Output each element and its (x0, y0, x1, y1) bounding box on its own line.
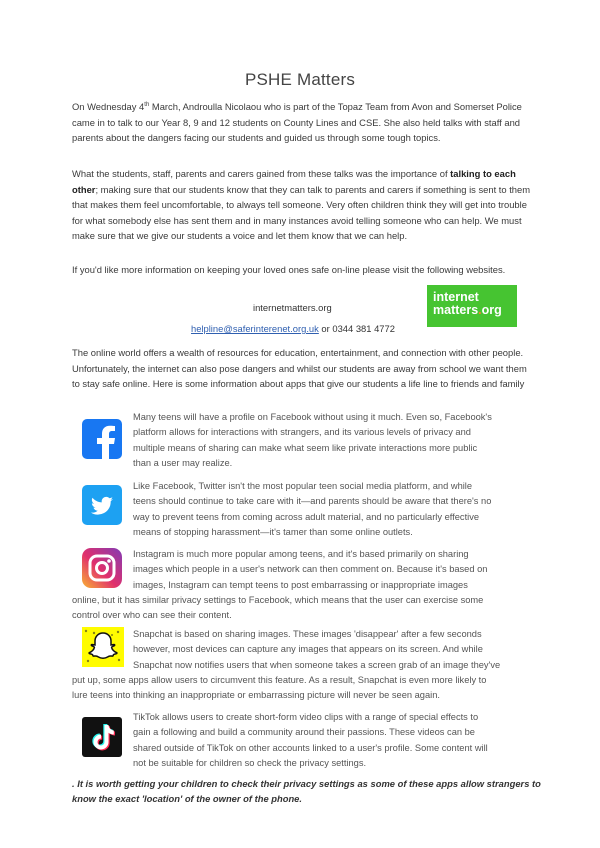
snapchat-description (133, 627, 500, 673)
logo-line1: internet (433, 290, 479, 304)
twitter-description (133, 479, 491, 540)
internet-matters-logo[interactable] (427, 285, 517, 327)
snapchat-line: however, most devices can capture any images that appears on its screen. And while (133, 644, 483, 655)
twitter-line: teens should continue to take care with it—and parents should be aware that there's no (133, 496, 492, 507)
snapchat-line: lure teens into thinking an inappropriate or embarrassing picture will never be seen again. (72, 690, 440, 701)
facebook-icon (82, 419, 122, 459)
snapchat-line: Snapchat is based on sharing images. These images 'disappear' after a few seconds (133, 629, 482, 639)
helpline-email-link[interactable]: helpline@saferinterenet.org.uk (191, 323, 319, 334)
facebook-line: multiple means of sharing can make what seem like private interactions more public (133, 442, 478, 453)
tiktok-icon (82, 717, 122, 757)
talks-paragraph (72, 166, 534, 244)
website-link[interactable]: internetmatters.org (253, 302, 332, 313)
tiktok-line: shared outside of TikTok on other accounts linked to a user's profile. Some content will (133, 742, 488, 753)
instagram-line: images, Instagram can tempt teens to post embarrassing or inappropriate images (133, 579, 468, 590)
talks-text-cont: ; making sure that our students know that they can talk to parents and carers if something is sent to them that makes them feel uncomfortable, to always tell someone. Very often children think they will get into trouble for what somebody else has sent them and in many instances avoid telling someone who can help. We must make sure that we give our students a voice and let them know that we can help. (72, 183, 531, 241)
twitter-line: means of stopping harassment—it's tamer than some online outlets. (133, 526, 413, 537)
instagram-description (133, 547, 487, 593)
snapchat-line: Snapchat now notifies users that when someone takes a screen grab of an image they've (133, 659, 501, 670)
facebook-line: Many teens will have a profile on Facebook without using it much. Even so, Facebook's (133, 412, 492, 422)
intro-sup: th (144, 102, 150, 108)
twitter-icon (82, 485, 122, 525)
snapchat-description-cont (72, 673, 486, 704)
logo-matters: matters (433, 303, 479, 317)
tiktok-line: gain a following and build a community around their passions. These videos can be (133, 727, 475, 738)
logo-line2 (433, 304, 517, 317)
twitter-line: way to prevent teens from coming across adult material, and no particularly effective (133, 511, 480, 522)
twitter-line: Like Facebook, Twitter isn't the most popular teen social media platform, and while (133, 481, 473, 491)
online-world-paragraph: The online world offers a wealth of resources for education, entertainment, and connection with other people. Unfortunately, the internet can also pose dangers and whilst our students are away from school we want them to stay safe online. Here is some information about apps that give our students a life line to friends and family (72, 347, 527, 389)
talks-bold: talking to each other (72, 168, 516, 195)
more-info-paragraph: If you'd like more information on keeping your loved ones safe on-line please visit the following websites. (72, 264, 506, 275)
facebook-line: platform allows for interactions with strangers, and its various levels of privacy and (133, 427, 471, 438)
instagram-icon (82, 548, 122, 588)
logo-org: org (481, 303, 502, 317)
logo-dot: . (478, 303, 482, 317)
tiktok-line: not be suitable for children so check the privacy settings. (133, 757, 367, 768)
helpline-phone: or 0344 381 4772 (318, 323, 395, 334)
snapchat-icon (82, 627, 124, 667)
intro-text: On Wednesday 4 (72, 101, 145, 113)
instagram-description-cont (72, 593, 483, 624)
tiktok-line: TikTok allows users to create short-form video clips with a range of special effects to (133, 712, 479, 722)
facebook-description (133, 410, 492, 471)
intro-paragraph (72, 98, 534, 146)
footer-note: . It is worth getting your children to check their privacy settings as some of these apps allow strangers to know the exact 'location' of the owner of the phone. (72, 778, 541, 804)
tiktok-description (133, 710, 488, 771)
snapchat-line: put up, some apps allow users to circumvent this feature. As a result, Snapchat is even more likely to (72, 675, 487, 685)
page-title: PSHE Matters (244, 70, 356, 89)
instagram-line: control over who can see their content. (72, 610, 232, 621)
helpline-line (191, 323, 395, 334)
instagram-line: Instagram is much more popular among teens, and it's based primarily on sharing (133, 549, 469, 559)
instagram-line: images which people in a user's network can then comment on. Because it's based on (133, 564, 488, 575)
talks-text: What the students, staff, parents and carers gained from these talks was the importance of (72, 168, 451, 179)
instagram-line: online, but it has similar privacy settings to Facebook, which means that the user can exercise some (72, 595, 484, 605)
intro-text-cont: March, Androulla Nicolaou who is part of the Topaz Team from Avon and Somerset Police came in to talk to our Year 8, 9 and 12 students on County Lines and CSE. She also held talks with staff and parents about the dangers facing our students and guided us through some tough topics. (72, 101, 522, 144)
facebook-line: than a user may realize. (133, 457, 233, 468)
